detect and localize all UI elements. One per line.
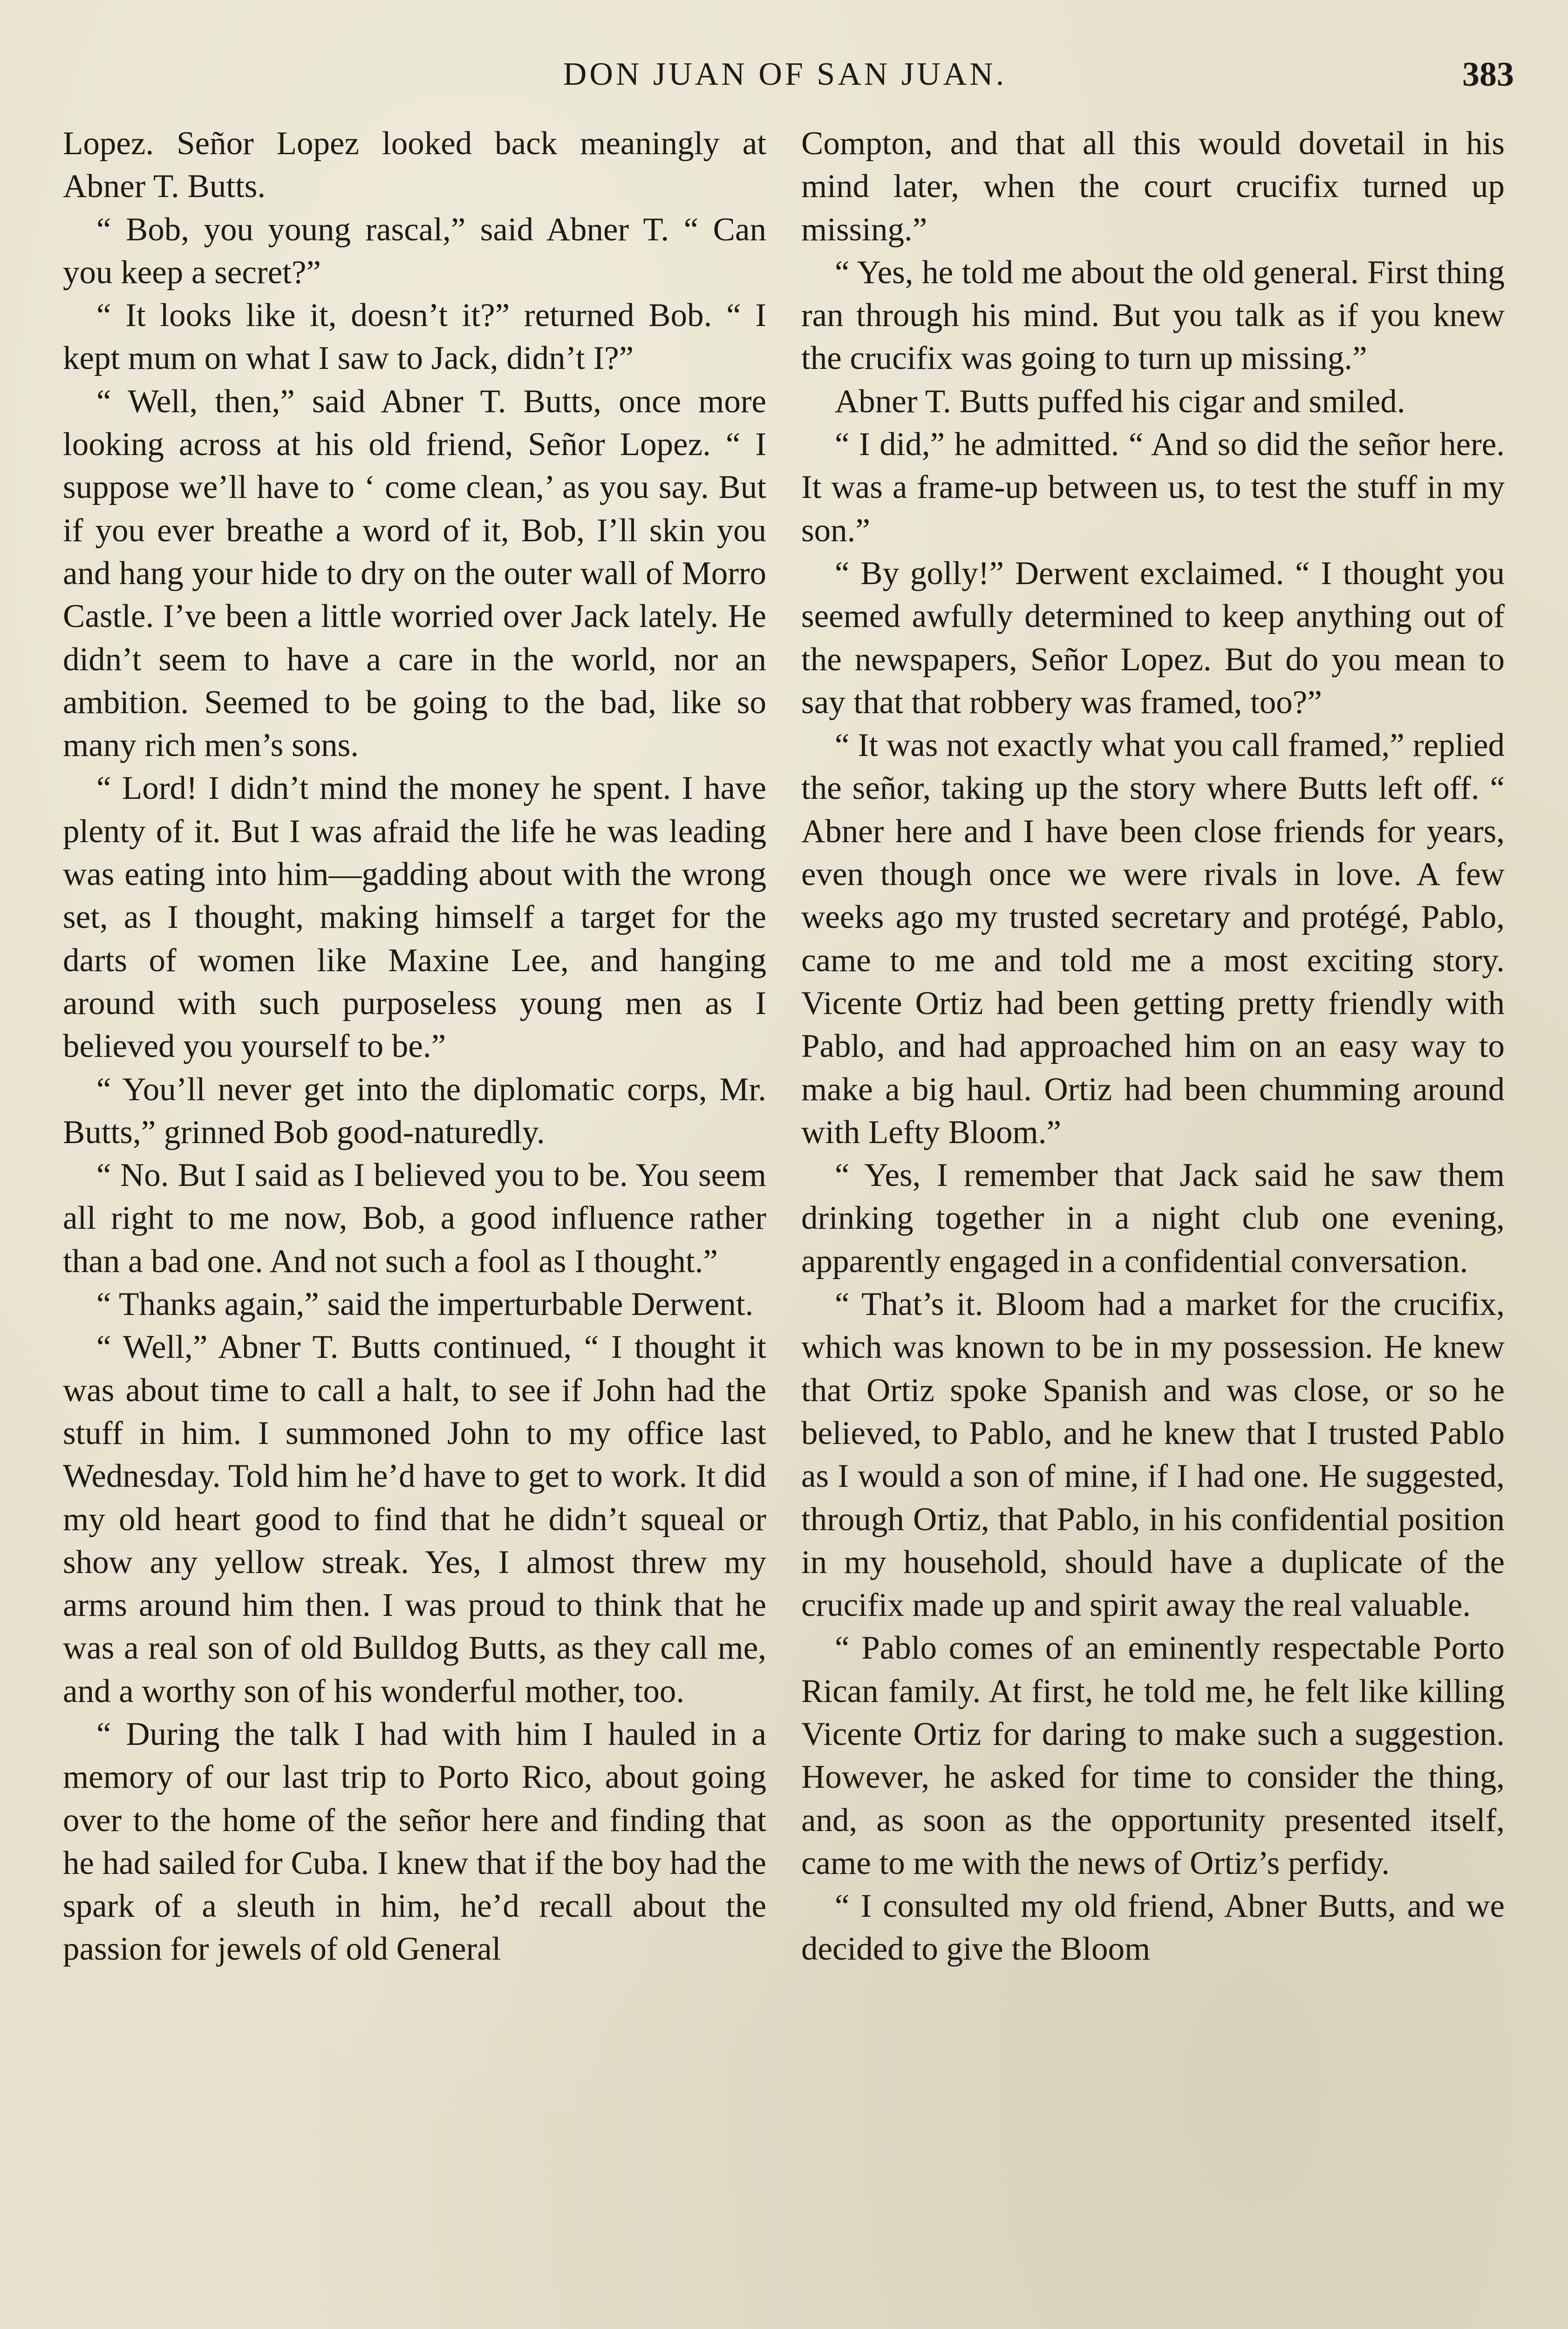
page-number: 383 (1462, 55, 1514, 94)
paragraph: Compton, and that all this would dovetail in his mind later, when the court crucifix turned up missing.” (801, 125, 1505, 248)
paragraph: “ You’ll never get into the diplomatic corps, Mr. Butts,” grinned Bob good-naturedly. (63, 1071, 766, 1151)
paragraph: Abner T. Butts puffed his cigar and smiled. (835, 383, 1405, 420)
paragraph: Lopez. Señor Lopez looked back meaningly at Abner T. Butts. (63, 125, 766, 205)
paragraph: “ Yes, he told me about the old general. First thing ran through his mind. But you talk as if you knew the crucifix was going to turn up missing.” (801, 254, 1505, 377)
paragraph: “ I consulted my old friend, Abner Butts, and we decided to give the Bloom (801, 1888, 1505, 1968)
running-title: DON JUAN OF SAN JUAN. (563, 56, 1007, 92)
left-column (63, 122, 766, 1971)
paragraph: “ Yes, I remember that Jack said he saw them drinking together in a night club one evening, apparently engaged in a confidential conversation. (801, 1157, 1505, 1280)
paragraph: “ It looks like it, doesn’t it?” returned Bob. “ I kept mum on what I saw to Jack, didn’t I?” (63, 297, 766, 377)
paragraph: “ Bob, you young rascal,” said Abner T. “ Can you keep a secret?” (63, 211, 766, 291)
paragraph: “ Thanks again,” said the imperturbable Derwent. (96, 1286, 754, 1323)
paragraph: “ Lord! I didn’t mind the money he spent. I have plenty of it. But I was afraid the life he was leading was eating into him—gadding about with the wrong set, as I thought, making himself a target for the darts of women like Maxine Lee, and hanging around with such purposeless young men as I believed you yourself to be.” (63, 770, 766, 1065)
paragraph: “ Well,” Abner T. Butts continued, “ I thought it was about time to call a halt, to see if John had the stuff in him. I summoned John to my office last Wednesday. Told him he’d have to get to work. It did my old heart good to find that he didn’t squeal or show any yellow streak. Yes, I almost threw my arms around him then. I was proud to think that he was a real son of old Bulldog Butts, as they call me, and a worthy son of his wonderful mother, too. (63, 1329, 766, 1709)
paragraph: “ It was not exactly what you call framed,” replied the señor, taking up the story where Butts left off. “ Abner here and I have been close friends for years, even though once we were rivals in love. A few weeks ago my trusted secretary and protégé, Pablo, came to me and told me a most exciting story. Vicente Ortiz had been getting pretty friendly with Pablo, and had approached him on an easy way to make a big haul. Ortiz had been chumming around with Lefty Bloom.” (801, 727, 1505, 1151)
paragraph: “ Well, then,” said Abner T. Butts, once more looking across at his old friend, Señor Lopez. “ I suppose we’ll have to ‘ come clean,’ as you say. But if you ever breathe a word of it, Bob, I’ll skin you and hang your hide to dry on the outer wall of Morro Castle. I’ve been a little worried over Jack lately. He didn’t seem to have a care in the world, nor an ambition. Seemed to be going to the bad, like so many rich men’s sons. (63, 383, 766, 764)
paragraph: “ No. But I said as I believed you to be. You seem all right to me now, Bob, a good influence rather than a bad one. And not such a fool as I thought.” (63, 1157, 766, 1280)
paragraph: “ I did,” he admitted. “ And so did the señor here. It was a frame-up between us, to test the stuff in my son.” (801, 426, 1505, 549)
paragraph: “ That’s it. Bloom had a market for the crucifix, which was known to be in my possession. He knew that Ortiz spoke Spanish and was close, or so he believed, to Pablo, and he knew that I trusted Pablo as I would a son of mine, if I had one. He suggested, through Ortiz, that Pablo, in his confidential position in my household, should have a duplicate of the crucifix made up and spirit away the real valuable. (801, 1286, 1505, 1624)
paragraph: “ During the talk I had with him I hauled in a memory of our last trip to Porto Rico, about going over to the home of the señor here and finding that he had sailed for Cuba. I knew that if the boy had the spark of a sleuth in him, he’d recall about the passion for jewels of old General (63, 1716, 766, 1968)
running-header (56, 47, 1514, 102)
paragraph: “ By golly!” Derwent exclaimed. “ I thought you seemed awfully determined to keep anything out of the newspapers, Señor Lopez. But do you mean to say that that robbery was framed, too?” (801, 555, 1505, 721)
right-column (801, 122, 1505, 1971)
paragraph: “ Pablo comes of an eminently respectable Porto Rican family. At first, he told me, he felt like killing Vicente Ortiz for daring to make such a suggestion. However, he asked for time to consider the thing, and, as soon as the opportunity presented itself, came to me with the news of Ortiz’s perfidy. (801, 1630, 1505, 1881)
